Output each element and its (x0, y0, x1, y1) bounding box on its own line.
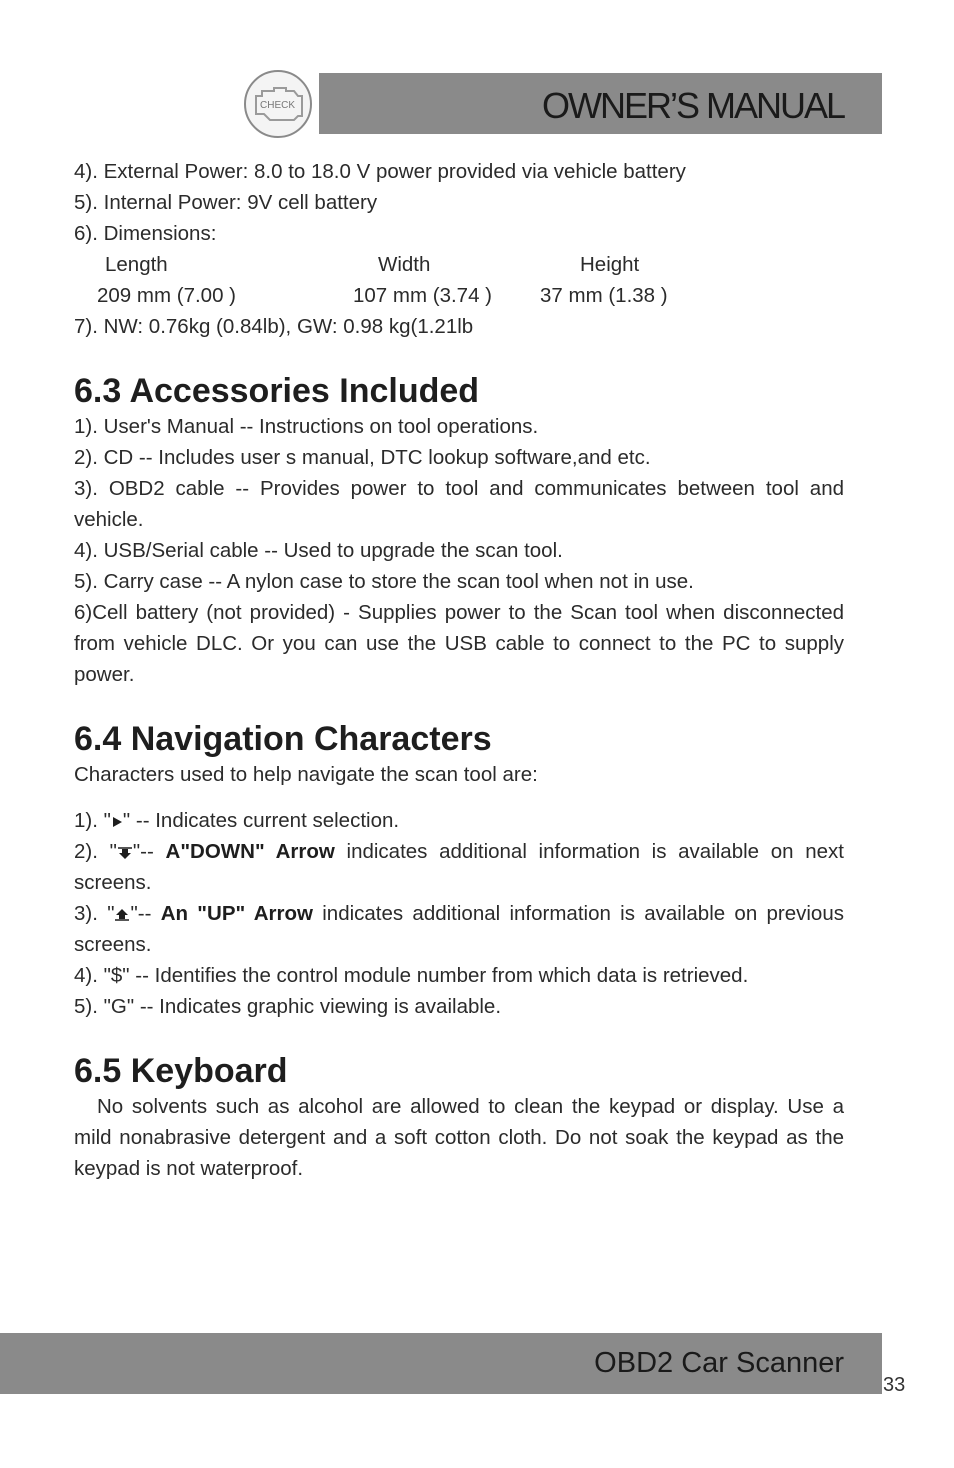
section-heading-keyboard: 6.5 Keyboard (74, 1052, 288, 1090)
list-item: 4). USB/Serial cable -- Used to upgrade the scan tool. (74, 539, 563, 562)
list-item: 3). OBD2 cable -- Provides power to tool and communicates between tool and vehicle. (74, 477, 844, 531)
logo-text: CHECK (260, 100, 296, 111)
dimension-headers (74, 249, 844, 280)
footer-title: OBD2 Car Scanner (594, 1347, 844, 1379)
spec-item: 4). External Power: 8.0 to 18.0 V power provided via vehicle battery (74, 160, 686, 183)
keyboard-paragraph: No solvents such as alcohol are allowed to clean the keypad or display. Use a mild nonabrasive detergent and a soft cotton cloth. Do not soak the keypad as the keypad is not waterproof. (74, 1095, 844, 1180)
page-number: 33 (883, 1374, 906, 1396)
spec-item: 6). Dimensions: (74, 222, 217, 245)
list-item: 5). "G" -- Indicates graphic viewing is available. (74, 995, 502, 1018)
dim-value-height: 37 mm (1.38 ) (540, 284, 668, 307)
dim-value-width: 107 mm (3.74 ) (353, 284, 492, 307)
spec-item: 5). Internal Power: 9V cell battery (74, 191, 378, 214)
navigation-section (74, 720, 844, 1022)
footer-bar (0, 1333, 882, 1394)
dim-header-length: Length (105, 253, 168, 276)
list-item: 3). " "-- An "UP" Arrow indicates additional information is available on previous screens. (74, 902, 844, 956)
dimension-values (74, 280, 844, 311)
spec-weight: 7). NW: 0.76kg (0.84lb), GW: 0.98 kg(1.21lb (74, 315, 474, 338)
section-heading-navigation: 6.4 Navigation Characters (74, 720, 492, 758)
page-content (74, 156, 844, 1184)
navigation-intro: Characters used to help navigate the scan tool are: (74, 763, 538, 786)
dim-header-height: Height (580, 253, 640, 276)
list-item: 1). User's Manual -- Instructions on tool operations. (74, 415, 539, 438)
header-bar (319, 73, 882, 134)
list-item: 2). " "-- A"DOWN" Arrow indicates additional information is available on next screens. (74, 840, 844, 894)
down-arrow-icon (117, 846, 133, 860)
list-item: 4). "$" -- Identifies the control module number from which data is retrieved. (74, 964, 749, 987)
accessories-section (74, 372, 844, 690)
list-item: 6)Cell battery (not provided) - Supplies power to the Scan tool when disconnected from vehicle DLC. Or you can use the USB cable to connect to the PC to supply power. (74, 601, 844, 686)
check-engine-icon (244, 70, 312, 138)
specs-section (74, 156, 844, 342)
list-item: 2). CD -- Includes user s manual, DTC lookup software,and etc. (74, 446, 651, 469)
selection-arrow-icon (111, 816, 123, 828)
section-heading-accessories: 6.3 Accessories Included (74, 372, 480, 410)
list-item: 5). Carry case -- A nylon case to store the scan tool when not in use. (74, 570, 694, 593)
up-arrow-icon (114, 908, 130, 922)
list-item: 1). " " -- Indicates current selection. (74, 809, 400, 832)
keyboard-section (74, 1052, 844, 1184)
dim-value-length: 209 mm (7.00 ) (97, 284, 236, 307)
page-title: OWNER’S MANUAL (541, 85, 844, 126)
dim-header-width: Width (378, 253, 431, 276)
